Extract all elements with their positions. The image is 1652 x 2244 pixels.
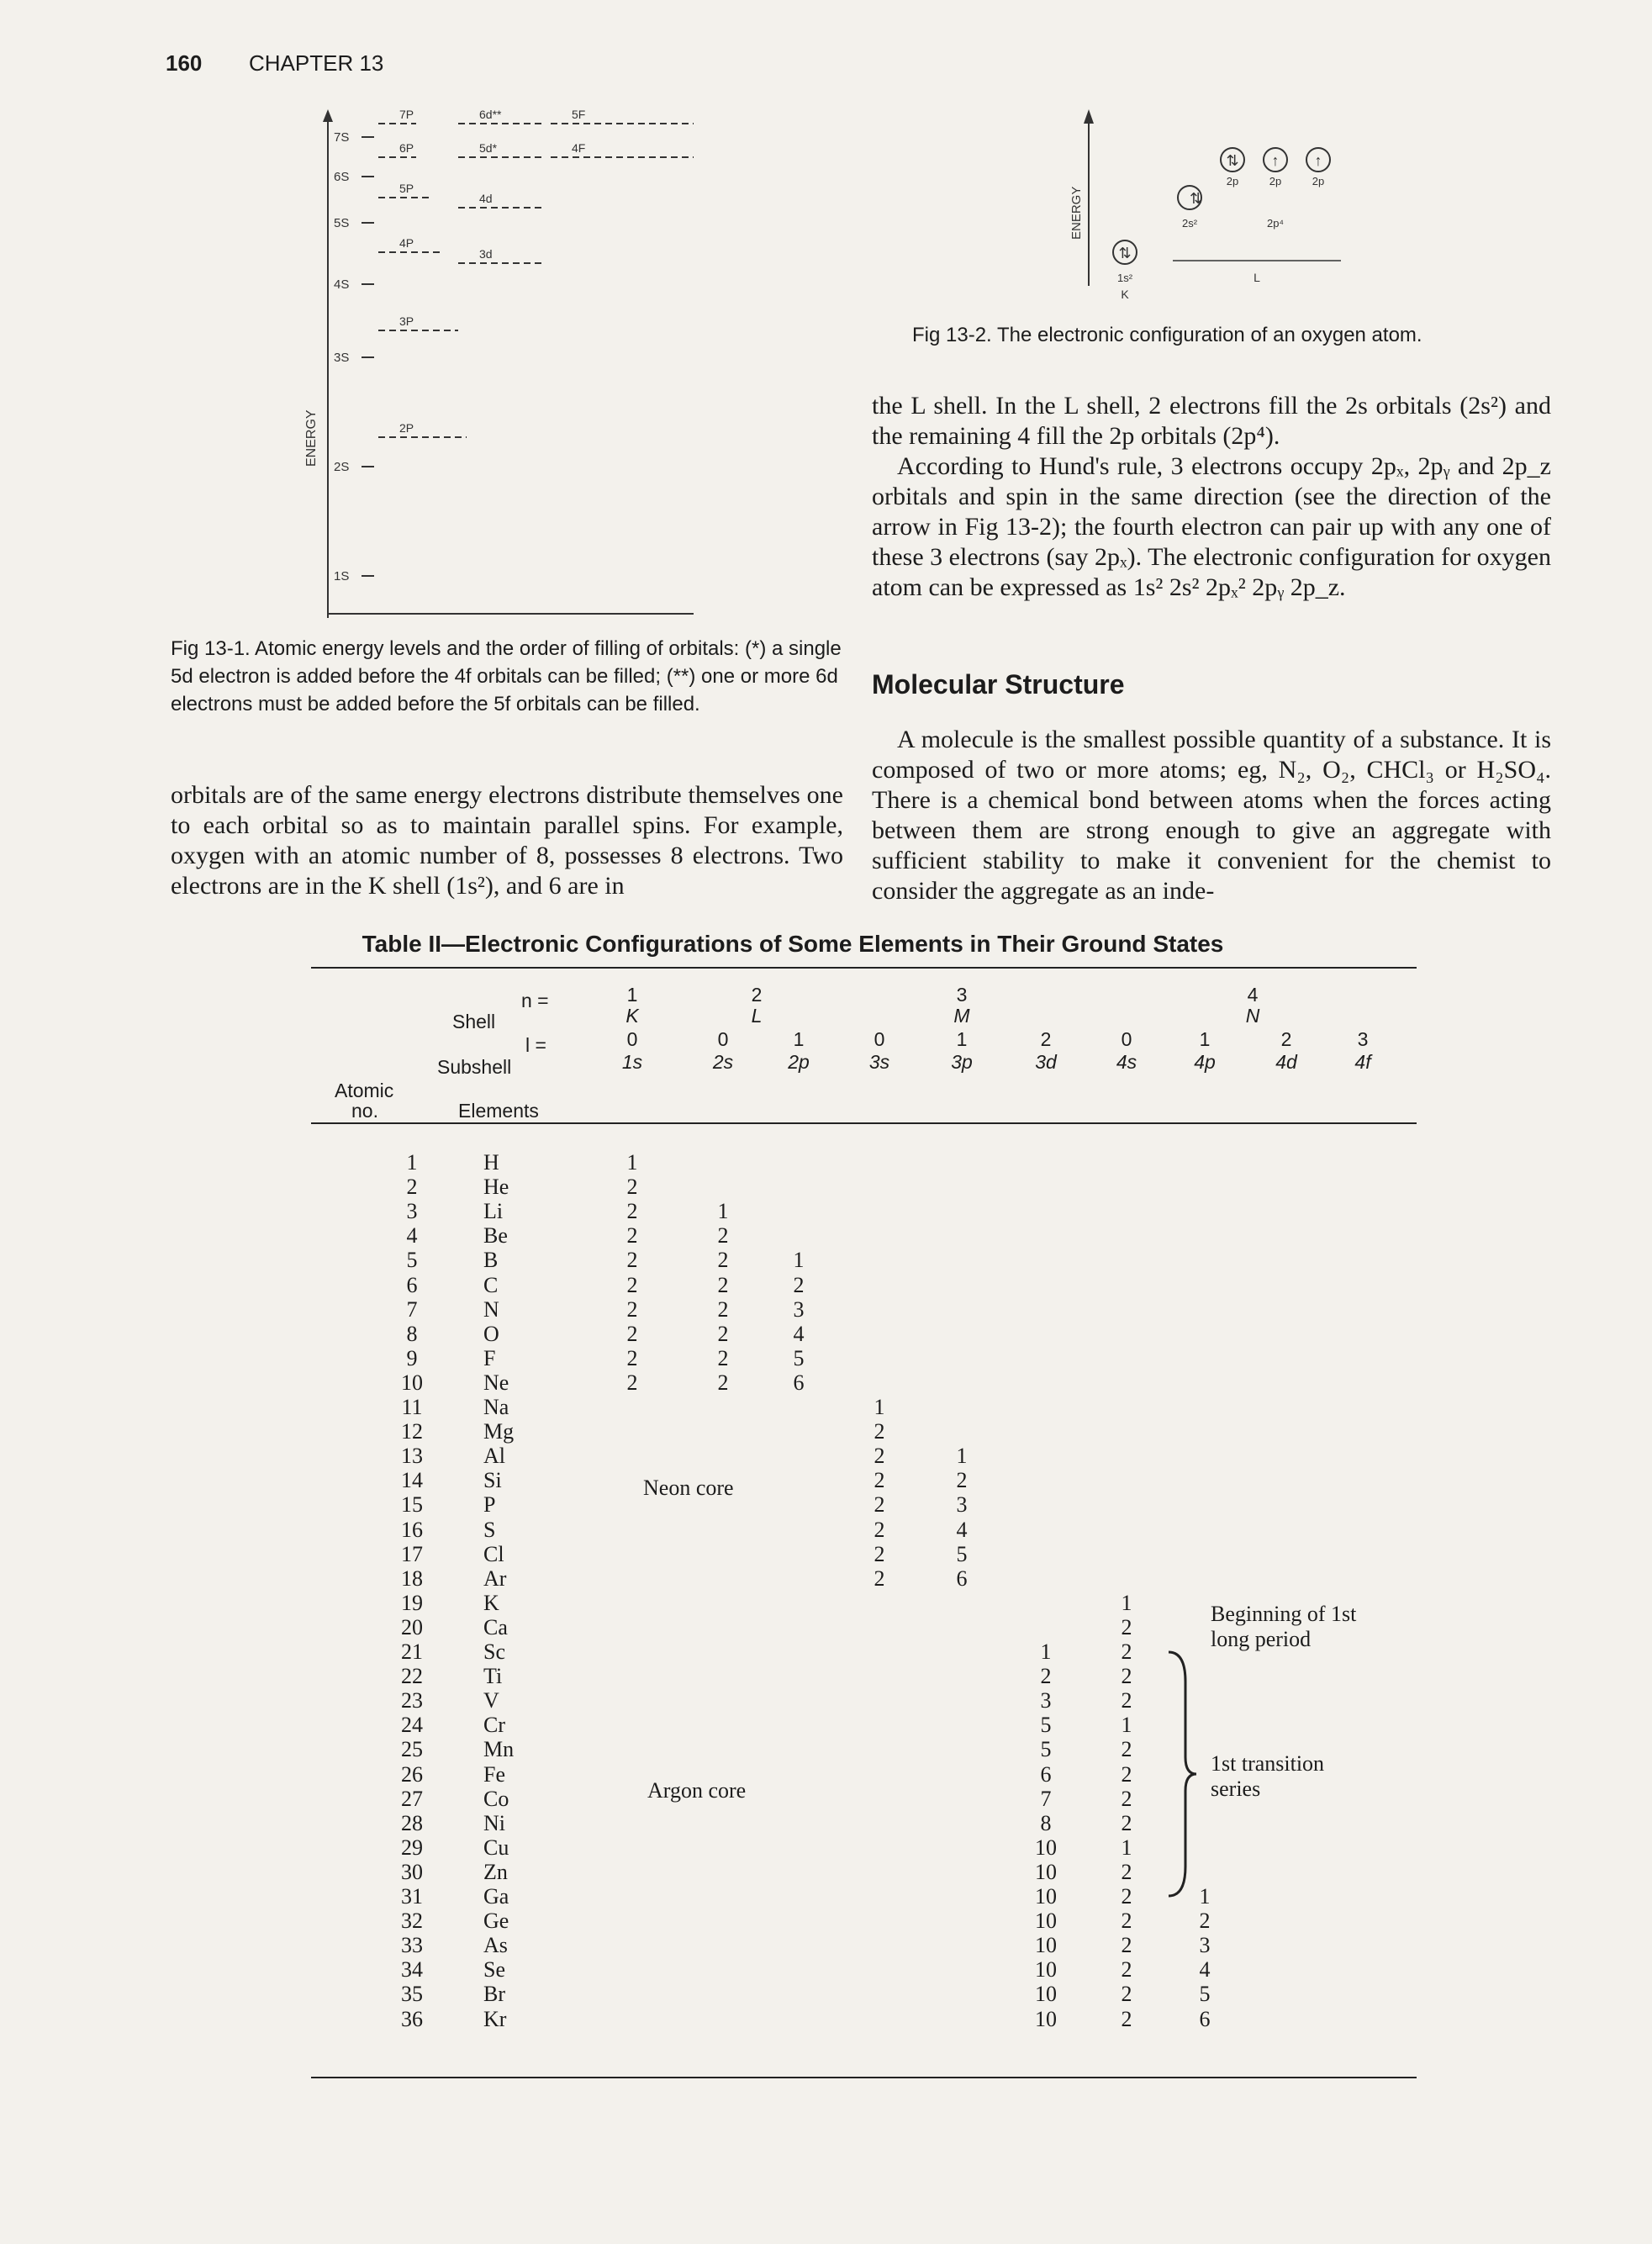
electron-count-cell: 10 <box>1035 2006 1057 2031</box>
element-symbol-cell: K <box>483 1590 499 1615</box>
atomic-number-cell: 11 <box>401 1395 423 1419</box>
electron-count-cell: 2 <box>874 1566 885 1591</box>
electron-count-cell: 1 <box>717 1199 729 1224</box>
level-label: 4F <box>572 141 586 155</box>
level-label: 3P <box>399 314 414 328</box>
n-label: n = <box>521 990 549 1011</box>
svg-text:↑: ↑ <box>1271 152 1280 169</box>
element-symbol-cell: Be <box>483 1223 508 1249</box>
atomic-label: Atomic <box>335 1080 394 1101</box>
energy-axis-label: ENERGY <box>1069 186 1084 240</box>
subshell-label: 3d <box>1035 1051 1057 1073</box>
level-label: 5F <box>572 108 586 121</box>
l-value: 0 <box>874 1028 885 1050</box>
atomic-number-cell: 5 <box>406 1248 418 1273</box>
electron-count-cell: 10 <box>1035 1909 1057 1934</box>
atomic-number-cell: 12 <box>401 1419 423 1444</box>
element-symbol-cell: Ga <box>483 1884 509 1909</box>
electron-count-cell: 4 <box>793 1321 805 1346</box>
argon-core-label: Argon core <box>647 1778 747 1803</box>
element-symbol-cell: Ge <box>483 1909 509 1934</box>
atomic-number-cell: 4 <box>406 1223 418 1249</box>
label-2s2: 2s² <box>1181 217 1198 230</box>
chapter-title: CHAPTER 13 <box>249 50 384 76</box>
n-value: 4 <box>1247 984 1259 1006</box>
element-symbol-cell: Fe <box>483 1761 505 1787</box>
long-period-note: Beginning of 1st long period <box>1211 1602 1357 1651</box>
atomic-number-cell: 15 <box>401 1492 423 1518</box>
element-symbol-cell: Ca <box>483 1614 508 1639</box>
electron-count-cell: 2 <box>1121 1933 1132 1958</box>
label-1s2: 1s² <box>1116 272 1133 284</box>
atomic-number-cell: 19 <box>401 1590 423 1615</box>
electron-count-cell: 2 <box>1121 1982 1132 2007</box>
element-symbol-cell: S <box>483 1517 496 1542</box>
svg-text:⇅: ⇅ <box>1118 245 1132 261</box>
electron-count-cell: 2 <box>717 1321 729 1346</box>
atomic-number-cell: 29 <box>401 1835 423 1860</box>
electron-count-cell: 3 <box>1199 1933 1211 1958</box>
shell-label-1s: 1S <box>334 569 350 583</box>
electron-count-cell: 1 <box>1121 1713 1132 1738</box>
electron-count-cell: 2 <box>1121 1957 1132 1983</box>
element-symbol-cell: Ne <box>483 1370 509 1395</box>
electron-count-cell: 2 <box>626 1296 638 1322</box>
electron-count-cell: 5 <box>956 1541 968 1566</box>
subshell-label: 1s <box>621 1051 643 1073</box>
atomic-number-cell: 21 <box>401 1639 423 1664</box>
electron-count-cell: 2 <box>874 1468 885 1493</box>
left-column-paragraph: orbitals are of the same energy electrons distribute themselves one to each orbital so as to maintain parallel spins. For example, oxygen with an atomic number of 8, possesses 8 electrons. Two electrons are in the K shell (1s²), and 6 are in <box>171 781 843 900</box>
electron-count-cell: 2 <box>626 1272 638 1297</box>
level-label: 7P <box>399 108 414 121</box>
l-value: 1 <box>793 1028 805 1050</box>
element-symbol-cell: H <box>483 1150 499 1175</box>
electron-count-cell: 4 <box>1199 1957 1211 1983</box>
electron-count-cell: 8 <box>1040 1810 1052 1835</box>
electron-count-cell: 2 <box>1040 1664 1052 1689</box>
table-bottom-rule <box>311 2077 1417 2078</box>
atomic-number-cell: 17 <box>401 1541 423 1566</box>
subshell-label: Subshell <box>437 1056 512 1078</box>
subshell-label: 4p <box>1194 1051 1216 1073</box>
electron-count-cell: 5 <box>1199 1982 1211 2007</box>
electron-count-cell: 2 <box>626 1345 638 1370</box>
element-symbol-cell: Zn <box>483 1859 508 1884</box>
electron-count-cell: 2 <box>1121 1639 1132 1664</box>
electron-count-cell: 6 <box>1199 2006 1211 2031</box>
element-symbol-cell: C <box>483 1272 499 1297</box>
electron-count-cell: 6 <box>956 1566 968 1591</box>
electron-count-cell: 10 <box>1035 1933 1057 1958</box>
transition-brace <box>1164 1648 1198 1900</box>
label-K: K <box>1121 288 1129 301</box>
atomic-number-cell: 1 <box>406 1150 418 1175</box>
electron-count-cell: 4 <box>956 1517 968 1542</box>
shell-letter: L <box>751 1005 763 1027</box>
level-label: 6P <box>399 141 414 155</box>
electron-count-cell: 1 <box>1199 1884 1211 1909</box>
element-symbol-cell: Sc <box>483 1639 505 1664</box>
element-symbol-cell: Mn <box>483 1737 515 1762</box>
svg-text:↑: ↑ <box>1314 152 1322 169</box>
atomic-number-cell: 30 <box>401 1859 423 1884</box>
l-value: 1 <box>956 1028 968 1050</box>
atomic-number-cell: 27 <box>401 1786 423 1811</box>
n-value: 3 <box>956 984 968 1006</box>
right-column-paragraph-1 <box>872 391 1551 603</box>
energy-axis-label: ENERGY <box>304 409 319 467</box>
level-label: 5d* <box>479 141 498 155</box>
subshell-label: 2s <box>712 1051 734 1073</box>
atomic-number-cell: 3 <box>406 1199 418 1224</box>
electron-count-cell: 2 <box>1199 1909 1211 1934</box>
electron-count-cell: 2 <box>626 1248 638 1273</box>
element-symbol-cell: O <box>483 1321 499 1346</box>
electron-count-cell: 10 <box>1035 1835 1057 1860</box>
electron-count-cell: 2 <box>874 1517 885 1542</box>
element-symbol-cell: Co <box>483 1786 509 1811</box>
element-symbol-cell: Al <box>483 1444 505 1469</box>
electron-count-cell: 2 <box>717 1223 729 1249</box>
atomic-number-cell: 10 <box>401 1370 423 1395</box>
electron-count-cell: 2 <box>1121 1614 1132 1639</box>
l-value: 1 <box>1199 1028 1211 1050</box>
subshell-label: 4d <box>1275 1051 1297 1073</box>
atomic-number-cell: 24 <box>401 1713 423 1738</box>
atomic-number-cell: 31 <box>401 1884 423 1909</box>
atomic-number-cell: 32 <box>401 1909 423 1934</box>
section-heading: Molecular Structure <box>872 669 1125 700</box>
shell-letter: M <box>953 1005 970 1027</box>
electron-count-cell: 3 <box>956 1492 968 1518</box>
atomic-number-cell: 18 <box>401 1566 423 1591</box>
electron-count-cell: 2 <box>717 1370 729 1395</box>
atomic-number-cell: 13 <box>401 1444 423 1469</box>
electron-count-cell: 1 <box>1121 1590 1132 1615</box>
electron-count-cell: 1 <box>1040 1639 1052 1664</box>
atomic-number-cell: 36 <box>401 2006 423 2031</box>
electron-count-cell: 2 <box>717 1272 729 1297</box>
label-2p: 2p <box>1312 175 1325 187</box>
electron-count-cell: 10 <box>1035 1957 1057 1983</box>
electron-count-cell: 1 <box>793 1248 805 1273</box>
electron-count-cell: 2 <box>626 1199 638 1224</box>
element-symbol-cell: Li <box>483 1199 504 1224</box>
atomic-number-cell: 28 <box>401 1810 423 1835</box>
l-value: 3 <box>1357 1028 1369 1050</box>
element-symbol-cell: Cl <box>483 1541 504 1566</box>
electron-count-cell: 1 <box>956 1444 968 1469</box>
electron-count-cell: 2 <box>793 1272 805 1297</box>
label-L: L <box>1254 271 1260 284</box>
shell-label-7s: 7S <box>334 130 350 145</box>
atomic-number-cell: 20 <box>401 1614 423 1639</box>
electron-count-cell: 2 <box>874 1492 885 1518</box>
energy-levels-diagram <box>298 105 694 618</box>
atomic-number-cell: 34 <box>401 1957 423 1983</box>
element-symbol-cell: Cu <box>483 1835 509 1860</box>
atomic-number-cell: 2 <box>406 1175 418 1200</box>
atomic-number-cell: 16 <box>401 1517 423 1542</box>
electron-count-cell: 2 <box>626 1223 638 1249</box>
svg-text:⇅: ⇅ <box>1226 152 1239 169</box>
atomic-number-cell: 8 <box>406 1321 418 1346</box>
atomic-number-cell: 33 <box>401 1933 423 1958</box>
shell-label-3s: 3S <box>334 351 350 365</box>
shell-label: Shell <box>452 1011 496 1032</box>
shell-letter: K <box>625 1005 639 1027</box>
oxygen-configuration-diagram <box>1055 105 1408 315</box>
element-symbol-cell: Si <box>483 1468 502 1493</box>
electron-count-cell: 5 <box>1040 1737 1052 1762</box>
electron-count-cell: 2 <box>717 1296 729 1322</box>
electron-count-cell: 2 <box>1121 1786 1132 1811</box>
transition-series-note: 1st transition series <box>1211 1751 1325 1801</box>
atomic-number-cell: 25 <box>401 1737 423 1762</box>
electron-count-cell: 2 <box>956 1468 968 1493</box>
no-label: no. <box>351 1100 378 1122</box>
atomic-number-cell: 23 <box>401 1688 423 1713</box>
element-symbol-cell: N <box>483 1296 499 1322</box>
atomic-number-cell: 9 <box>406 1345 418 1370</box>
electron-count-cell: 10 <box>1035 1859 1057 1884</box>
shell-label-4s: 4S <box>334 277 350 292</box>
shell-label-6s: 6S <box>334 170 350 184</box>
shell-label-2s: 2S <box>334 460 350 474</box>
element-symbol-cell: He <box>483 1175 509 1200</box>
level-label: 3d <box>479 247 493 261</box>
subshell-label: 4s <box>1116 1051 1137 1073</box>
atomic-number-cell: 22 <box>401 1664 423 1689</box>
element-symbol-cell: Se <box>483 1957 505 1983</box>
electron-count-cell: 2 <box>717 1248 729 1273</box>
atomic-number-cell: 6 <box>406 1272 418 1297</box>
electron-count-cell: 1 <box>874 1395 885 1419</box>
element-symbol-cell: B <box>483 1248 499 1273</box>
electron-count-cell: 2 <box>1121 2006 1132 2031</box>
element-symbol-cell: V <box>483 1688 499 1713</box>
element-symbol-cell: Na <box>483 1395 509 1419</box>
level-label: 2P <box>399 421 414 435</box>
paragraph-hunds-rule: According to Hund's rule, 3 electrons occupy 2pₓ, 2pᵧ and 2p_z orbitals and spin in the same direction (see the direction of the arrow in Fig 13-2); the fourth electron can pair up with any one of these 3 electrons (say 2pₓ). The electronic configuration for oxygen atom can be expressed as 1s² 2s² 2pₓ² 2pᵧ 2p_z. <box>872 452 1551 601</box>
atomic-number-cell: 14 <box>401 1468 423 1493</box>
elements-label: Elements <box>458 1100 539 1122</box>
figure-13-1-caption: Fig 13-1. Atomic energy levels and the order of filling of orbitals: (*) a single 5d electron is added before the 4f orbitals can be filled; (**) one or more 6d electrons must be added before the 5f orbitals can be filled. <box>171 637 842 715</box>
label-2p4: 2p⁴ <box>1266 217 1285 230</box>
electron-count-cell: 5 <box>793 1345 805 1370</box>
subshell-label: 3p <box>951 1051 973 1073</box>
level-label: 5P <box>399 182 414 195</box>
element-symbol-cell: Ti <box>483 1664 503 1689</box>
subshell-label: 3s <box>868 1051 890 1073</box>
electron-count-cell: 2 <box>1121 1664 1132 1689</box>
level-label: 6d** <box>479 108 502 121</box>
atomic-number-cell: 35 <box>401 1982 423 2007</box>
electron-count-cell: 10 <box>1035 1982 1057 2007</box>
electron-count-cell: 5 <box>1040 1713 1052 1738</box>
element-symbol-cell: Br <box>483 1982 505 2007</box>
electron-count-cell: 1 <box>1121 1835 1132 1860</box>
element-symbol-cell: Kr <box>483 2006 507 2031</box>
neon-core-label: Neon core <box>643 1476 734 1500</box>
electron-count-cell: 2 <box>1121 1737 1132 1762</box>
label-2p: 2p <box>1226 175 1239 187</box>
atomic-number-cell: 26 <box>401 1761 423 1787</box>
l-value: 0 <box>626 1028 638 1050</box>
electron-count-cell: 6 <box>1040 1761 1052 1787</box>
electron-count-cell: 2 <box>874 1444 885 1469</box>
electron-count-cell: 2 <box>626 1321 638 1346</box>
l-label: l = <box>525 1034 546 1056</box>
electron-count-cell: 10 <box>1035 1884 1057 1909</box>
electron-count-cell: 2 <box>626 1175 638 1200</box>
electron-count-cell: 2 <box>874 1419 885 1444</box>
n-value: 2 <box>751 984 763 1006</box>
figure-13-2-caption: Fig 13-2. The electronic configuration of an oxygen atom. <box>912 324 1422 346</box>
element-symbol-cell: Ar <box>483 1566 507 1591</box>
atomic-number-cell: 7 <box>406 1296 418 1322</box>
element-symbol-cell: Ni <box>483 1810 505 1835</box>
page-number: 160 <box>166 50 203 76</box>
electron-count-cell: 2 <box>1121 1859 1132 1884</box>
element-symbol-cell: Mg <box>483 1419 515 1444</box>
l-value: 2 <box>1040 1028 1052 1050</box>
level-label: 4d <box>479 192 493 205</box>
label-2p: 2p <box>1269 175 1282 187</box>
shell-label-5s: 5S <box>334 216 350 230</box>
element-symbol-cell: Cr <box>483 1713 505 1738</box>
l-value: 2 <box>1280 1028 1292 1050</box>
table-title: Table II—Electronic Configurations of Some Elements in Their Ground States <box>362 931 1224 957</box>
electron-count-cell: 6 <box>793 1370 805 1395</box>
level-label: 4P <box>399 236 414 250</box>
element-symbol-cell: P <box>483 1492 496 1518</box>
svg-text:⇅: ⇅ <box>1190 190 1203 207</box>
table-header-rule <box>311 1122 1417 1124</box>
electron-count-cell: 2 <box>1121 1810 1132 1835</box>
shell-letter: N <box>1245 1005 1260 1027</box>
molecule-paragraph: A molecule is the smallest possible quantity of a substance. It is composed of two or more atoms; eg, N₂, O₂, CHCl₃ or H₂SO₄. There is a chemical bond between atoms when the forces acting between them are strong enough to give an aggregate with sufficient stability to make it convenient for the chemist to consider the aggregate as an inde- <box>872 726 1551 905</box>
electron-count-cell: 2 <box>874 1541 885 1566</box>
n-value: 1 <box>626 984 638 1006</box>
element-symbol-cell: As <box>483 1933 508 1958</box>
subshell-label: 4f <box>1354 1051 1371 1073</box>
paragraph-l-shell: the L shell. In the L shell, 2 electrons fill the 2s orbitals (2s²) and the remaining 4 fill the 2p orbitals (2p⁴). <box>872 392 1551 450</box>
electron-count-cell: 2 <box>1121 1761 1132 1787</box>
electron-count-cell: 3 <box>793 1296 805 1322</box>
table-top-rule <box>311 967 1417 969</box>
electron-count-cell: 3 <box>1040 1688 1052 1713</box>
electron-count-cell: 1 <box>626 1150 638 1175</box>
electron-count-cell: 2 <box>1121 1884 1132 1909</box>
subshell-label: 2p <box>788 1051 810 1073</box>
electron-count-cell: 7 <box>1040 1786 1052 1811</box>
electron-count-cell: 2 <box>1121 1909 1132 1934</box>
l-value: 0 <box>717 1028 729 1050</box>
l-value: 0 <box>1121 1028 1132 1050</box>
element-symbol-cell: F <box>483 1345 496 1370</box>
electron-count-cell: 2 <box>626 1370 638 1395</box>
electron-count-cell: 2 <box>717 1345 729 1370</box>
electron-count-cell: 2 <box>1121 1688 1132 1713</box>
